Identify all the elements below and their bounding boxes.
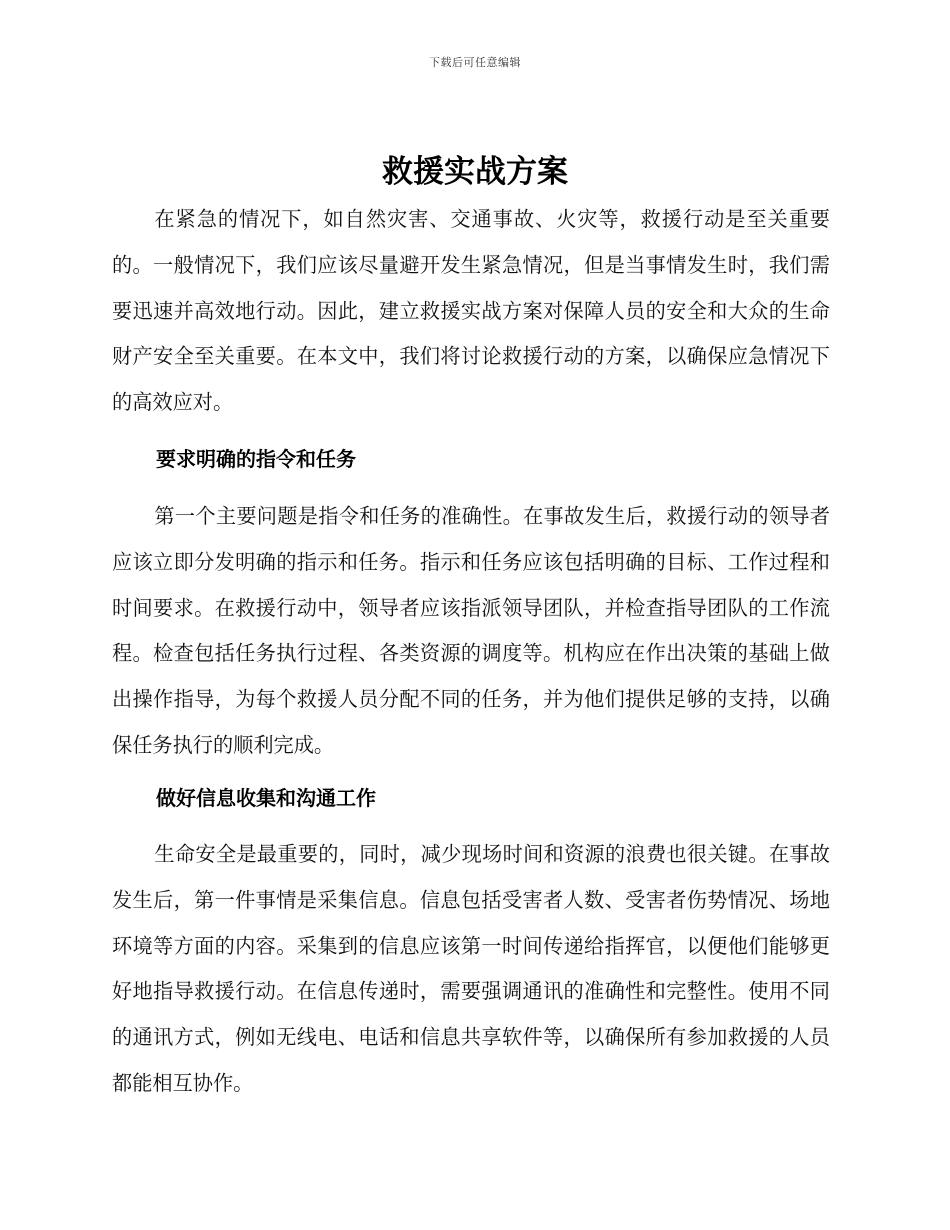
document-title: 救援实战方案 xyxy=(382,154,568,190)
intro-paragraph: 在紧急的情况下，如自然灾害、交通事故、火灾等，救援行动是至关重要的。一般情况下，我们应该尽量避开发生紧急情况，但是当事情发生时，我们需要迅速并高效地行动。因此，建立救援实战方案对保障人员的安全和大众的生命财产安全至关重要。在本文中，我们将讨论救援行动的方案，以确保应急情况下的高效应对。 xyxy=(112,207,830,415)
section-body-2: 生命安全是最重要的，同时，减少现场时间和资源的浪费也很关键。在事故发生后，第一件事情是采集信息。信息包括受害者人数、受害者伤势情况、场地环境等方面的内容。采集到的信息应该第一时间传递给指挥官，以便他们能够更好地指导救援行动。在信息传递时，需要强调通讯的准确性和完整性。使用不同的通讯方式，例如无线电、电话和信息共享软件等，以确保所有参加救援的人员都能相互协作。 xyxy=(112,842,830,1095)
section-heading-2: 做好信息收集和沟通工作 xyxy=(156,786,376,810)
page-header-note: 下载后可任意编辑 xyxy=(429,56,521,69)
section-heading-1: 要求明确的指令和任务 xyxy=(156,447,356,471)
section-body-1: 第一个主要问题是指令和任务的准确性。在事故发生后，救援行动的领导者应该立即分发明确的指示和任务。指示和任务应该包括明确的目标、工作过程和时间要求。在救援行动中，领导者应该指派领导团队，并检查指导团队的工作流程。检查包括任务执行过程、各类资源的调度等。机构应在作出决策的基础上做出操作指导，为每个救援人员分配不同的任务，并为他们提供足够的支持，以确保任务执行的顺利完成。 xyxy=(112,504,830,757)
